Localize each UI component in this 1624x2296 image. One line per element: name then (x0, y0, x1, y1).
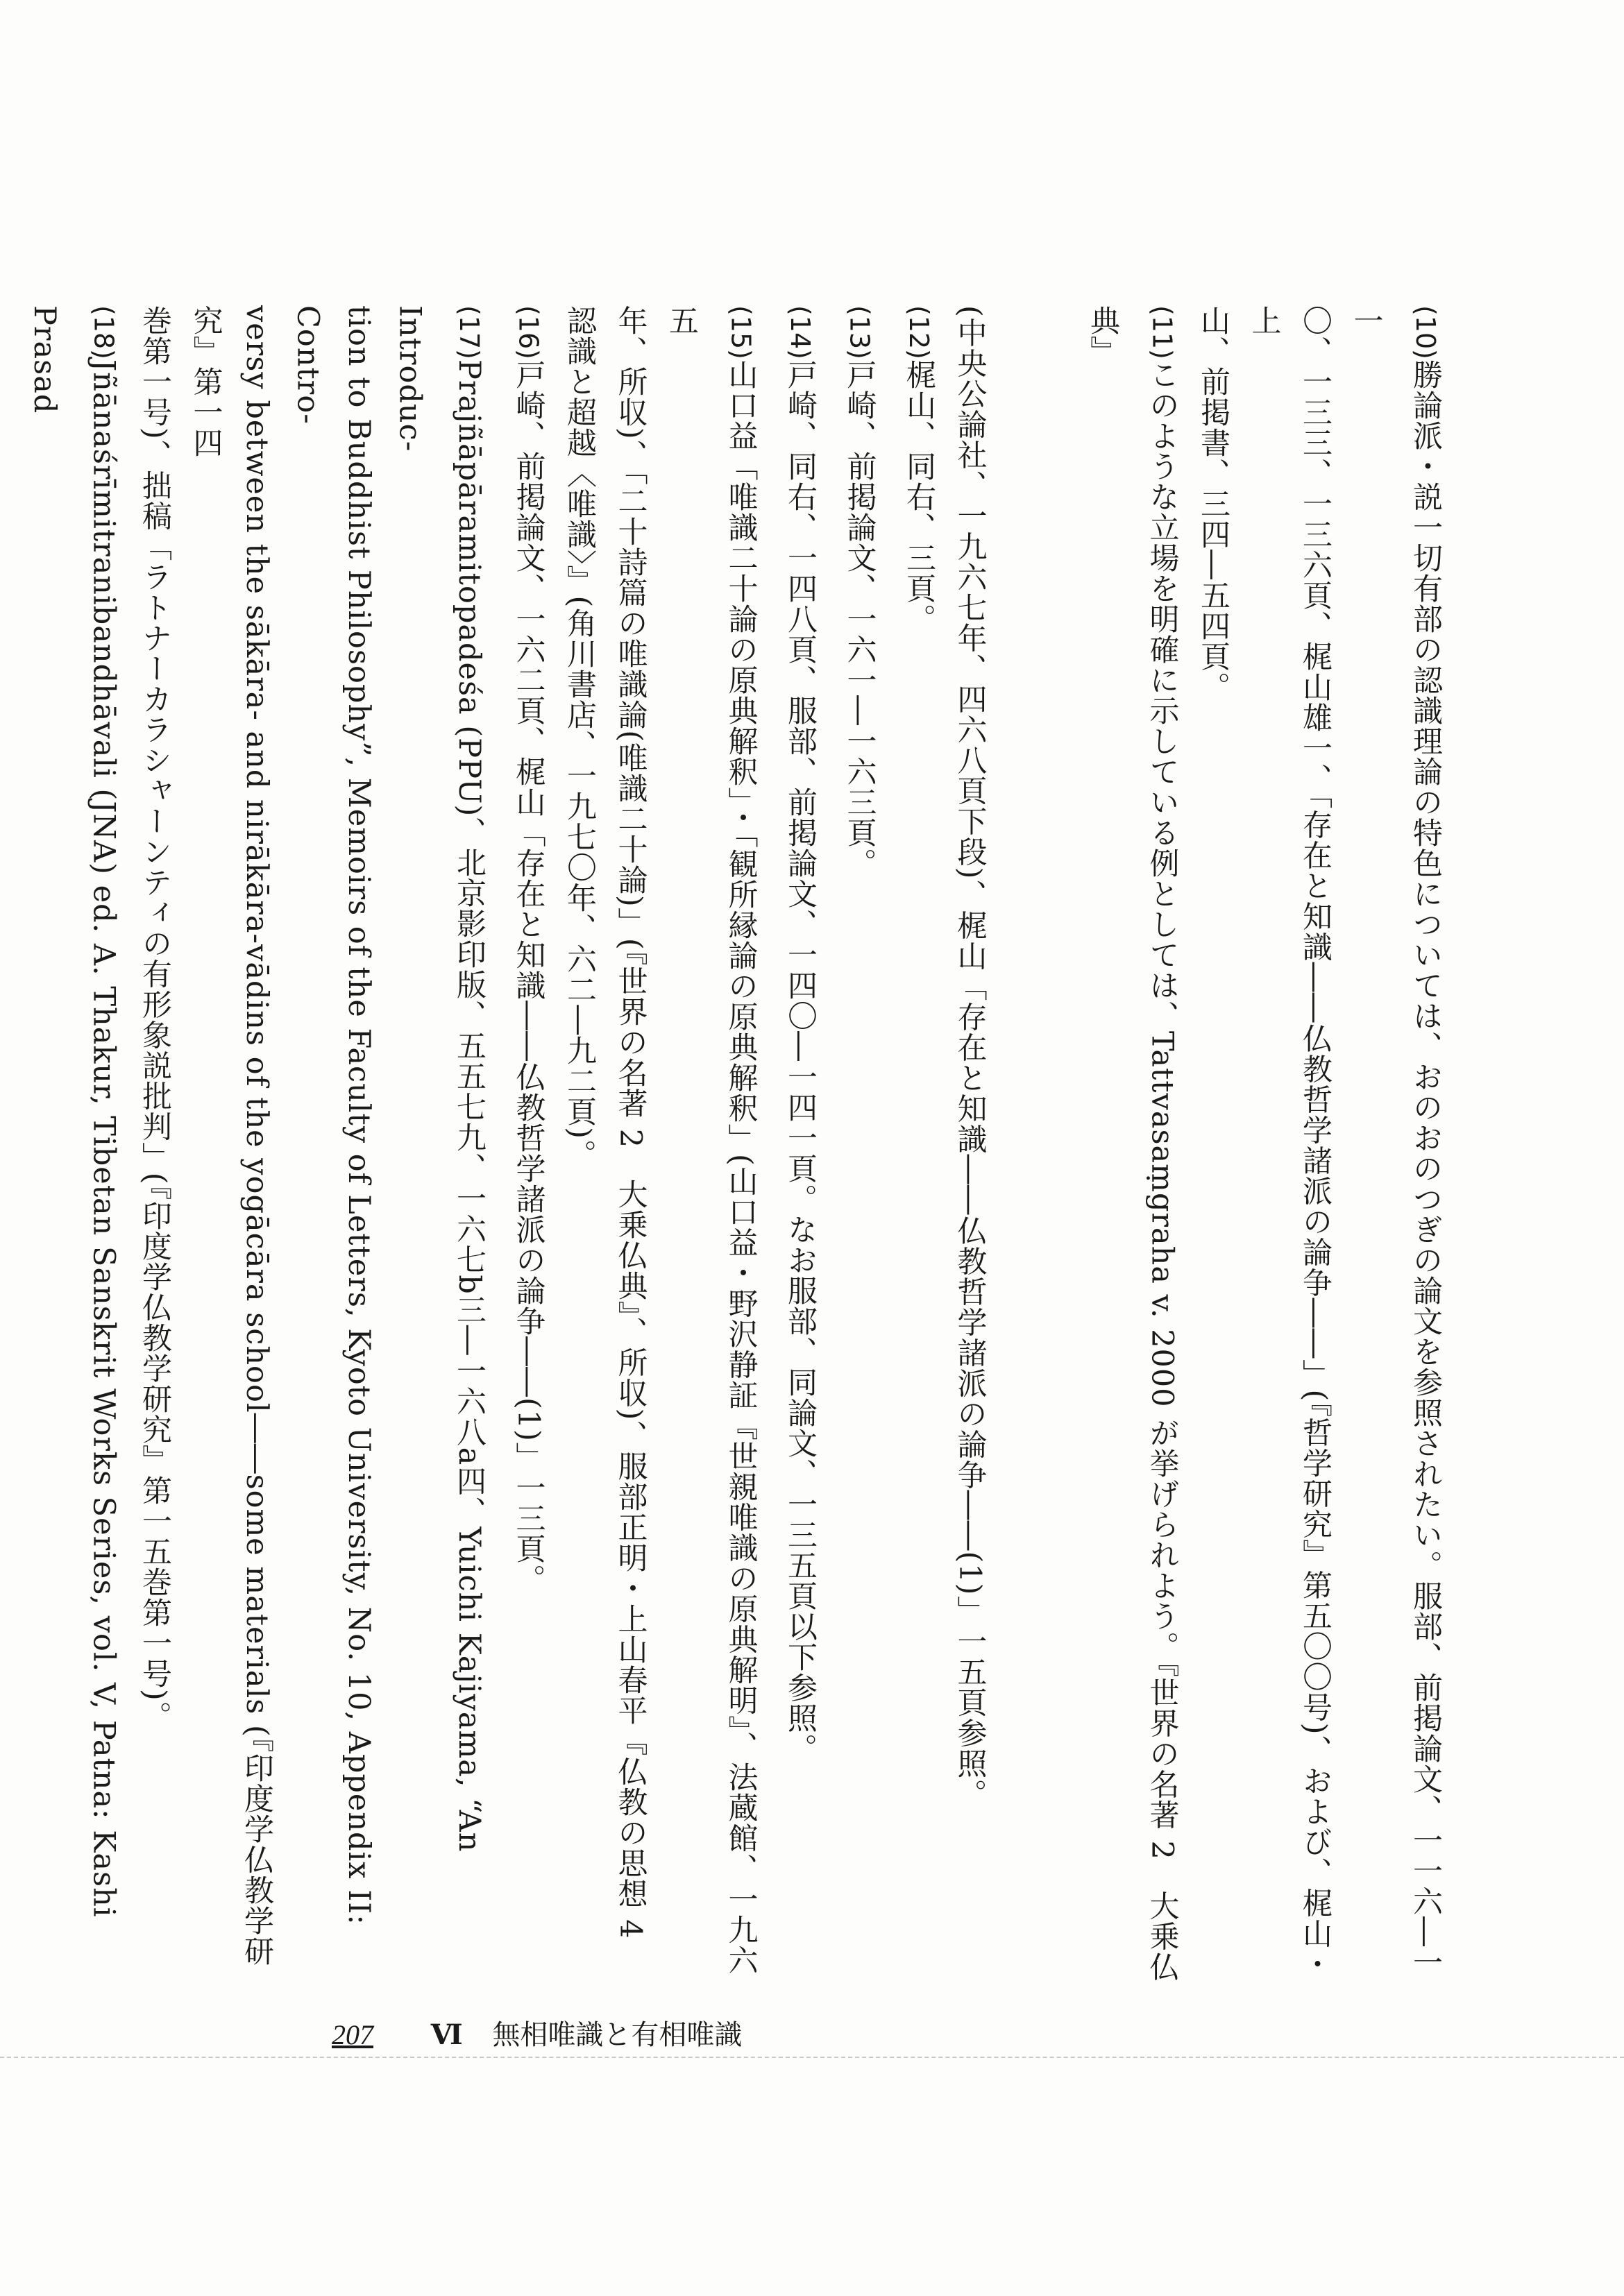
note-15-continuation: 認識と超越〈唯識〉』(角川書店、一九七〇年、六二―九二頁)。 (562, 305, 597, 1171)
note-10 (1340, 305, 1450, 1984)
note-number: ( 13 ) (834, 305, 885, 359)
note-13 (825, 305, 885, 1984)
note-14 (766, 305, 826, 1984)
note-17 (384, 305, 494, 1984)
note-15 (656, 305, 766, 1984)
note-11 (1077, 305, 1187, 1984)
note-text: このような立場を明確に示している例としては、Tattvasaṃgraha v. 2000 が挙げられよう。『世界の名著 2 大乗仏典』 (1085, 305, 1180, 1982)
note-16 (494, 305, 554, 1984)
note-12 (885, 305, 945, 1984)
note-10-continuation: 山、前掲書、三四―五四頁。 (1196, 305, 1230, 702)
note-17-continuation: tion to Buddhist Philosophy”, Memoirs of the Faculty of Letters, Kyoto University, No. 10, Appendix II: Contro- (290, 305, 376, 1925)
note-number: ( 12 ) (893, 305, 945, 359)
note-number: ( 14 ) (775, 305, 826, 359)
note-text: Jñānaśrīmitranibandhāvali (JNA) ed. A. Thakur, Tibetan Sanskrit Works Series, vol. V, Patna: Kashi Prasad (27, 305, 121, 1918)
endnotes-list (0, 305, 1450, 1984)
note-text: Prajñāpāramitopadeśa (PPU)、北京影印版、五五七九、一六七b三―一六八a四、Yuichi Kajiyama, “An Introduc- (392, 305, 487, 1853)
note-number: ( 16 ) (502, 305, 554, 359)
note-text: 勝論派・説一切有部の認識理論の特色については、おのおのつぎの論文を参照されたい。服部、前掲論文、一一六―一一 (1348, 305, 1443, 1978)
note-number: ( 11 ) (1136, 305, 1187, 359)
chapter-number: Ⅵ (430, 2019, 463, 2050)
note-text: 戸崎、前掲論文、一六一―一六三頁。 (842, 359, 877, 879)
footer-divider (0, 2057, 1624, 2058)
page-number: 207 (332, 2019, 373, 2050)
chapter-title: 無相唯識と有相唯識 (492, 2019, 743, 2051)
page-footer (332, 2012, 1303, 2054)
note-18 (19, 305, 129, 1984)
note-11-continuation: (中央公論社、一九六七年、四六八頁下段)、梶山「存在と知識――仏教哲学諸派の論争――(1)」一五頁参照。 (952, 305, 988, 1810)
note-10-continuation: 〇、一三三、一三六頁、梶山雄一、「存在と知識――仏教哲学諸派の論争――」(『哲学研究』第五〇〇号)、および、梶山・上 (1246, 305, 1333, 1980)
note-text: 山口益「唯識二十論の原典解釈」・「観所縁論の原典解釈」(山口益・野沢静証『世親唯識の原典解明』、法蔵館、一九六五 (664, 305, 759, 1976)
note-17-continuation: 巻第一号)、拙稿「ラトナーカラシャーンティの有形象説批判」(『印度学仏教学研究』第一五巻第一号)。 (137, 305, 172, 1732)
note-number: ( 10 ) (1400, 305, 1451, 359)
note-text: 梶山、同右、三頁。 (902, 359, 936, 635)
note-text: 戸崎、前掲論文、一六二頁、梶山「存在と知識――仏教哲学諸派の論争――(1)」一三頁。 (511, 359, 546, 1595)
note-15-continuation: 年、所収)、「二十詩篇の唯識論(唯識二十論)」(『世界の名著 2 大乗仏典』、所収)、服部正明・上山春平『仏教の思想 4 (613, 305, 648, 1939)
note-number: ( 17 ) (443, 305, 495, 359)
note-17-continuation: versy between the sākāra- and nirākāra-vādins of the yogācāra school――some materials (『印度学仏教学研究』第一四 (188, 305, 274, 1967)
note-number: ( 18 ) (78, 305, 129, 359)
note-text: 戸崎、同右、一四八頁、服部、前掲論文、一四〇―一四一頁。なお服部、同論文、一三五頁以下参照。 (783, 359, 818, 1764)
note-18-continuation (0, 305, 19, 1984)
note-number: ( 15 ) (715, 305, 766, 359)
